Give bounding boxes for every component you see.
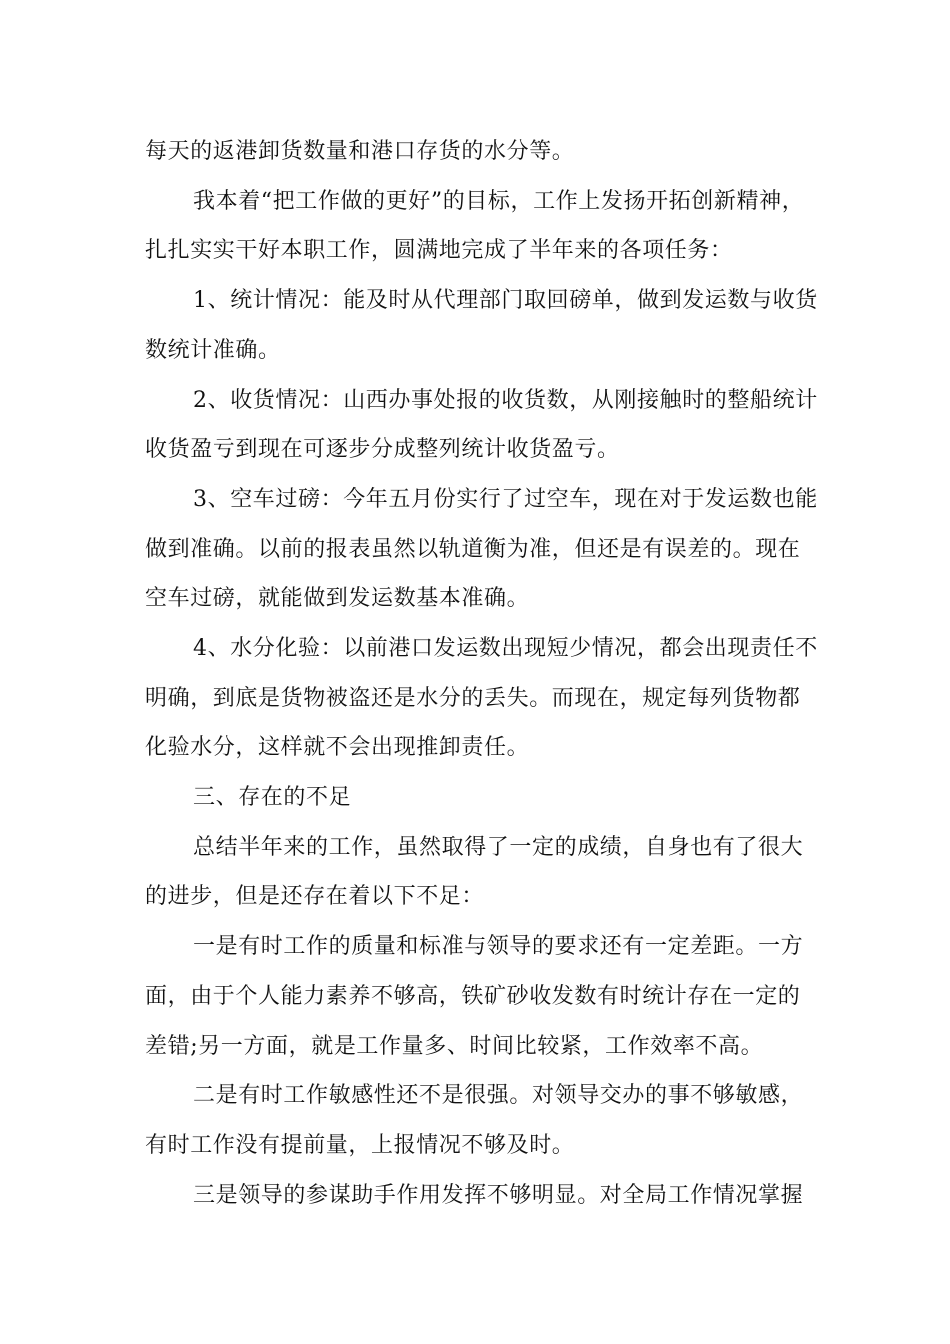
text-line-10: 空车过磅，就能做到发运数基本准确。 xyxy=(145,586,530,611)
text-line-9: 做到准确。以前的报表虽然以轨道衡为准，但还是有误差的。现在 xyxy=(145,537,801,562)
section-heading: 三、存在的不足 xyxy=(193,785,352,810)
text-line-13: 化验水分，这样就不会出现推卸责任。 xyxy=(145,735,530,760)
text-line-16: 的进步，但是还存在着以下不足： xyxy=(145,884,485,909)
text-line-8: 3、空车过磅：今年五月份实行了过空车，现在对于发运数也能 xyxy=(193,487,818,512)
text-line-7: 收货盈亏到现在可逐步分成整列统计收货盈亏。 xyxy=(145,437,620,462)
text-line-21: 有时工作没有提前量，上报情况不够及时。 xyxy=(145,1133,575,1158)
text-line-22: 三是领导的参谋助手作用发挥不够明显。对全局工作情况掌握 xyxy=(193,1183,804,1208)
text-line-18: 面，由于个人能力素养不够高，铁矿砂收发数有时统计存在一定的 xyxy=(145,984,801,1009)
text-line-1: 每天的返港卸货数量和港口存货的水分等。 xyxy=(145,139,575,164)
text-line-6: 2、收货情况：山西办事处报的收货数，从刚接触时的整船统计 xyxy=(193,388,818,413)
text-line-2: 我本着“把工作做的更好”的目标，工作上发扬开拓创新精神， xyxy=(193,189,805,214)
text-line-19: 差错;另一方面，就是工作量多、时间比较紧，工作效率不高。 xyxy=(145,1034,764,1059)
text-line-11: 4、水分化验：以前港口发运数出现短少情况，都会出现责任不 xyxy=(193,636,818,661)
text-line-15: 总结半年来的工作，虽然取得了一定的成绩，自身也有了很大 xyxy=(193,835,804,860)
text-line-17: 一是有时工作的质量和标准与领导的要求还有一定差距。一方 xyxy=(193,934,804,959)
text-line-5: 数统计准确。 xyxy=(145,338,281,363)
text-line-3: 扎扎实实干好本职工作，圆满地完成了半年来的各项任务： xyxy=(145,238,733,263)
text-line-4: 1、统计情况：能及时从代理部门取回磅单，做到发运数与收货 xyxy=(193,288,818,313)
text-line-20: 二是有时工作敏感性还不是很强。对领导交办的事不够敏感， xyxy=(193,1083,804,1108)
text-line-12: 明确，到底是货物被盗还是水分的丢失。而现在，规定每列货物都 xyxy=(145,686,801,711)
